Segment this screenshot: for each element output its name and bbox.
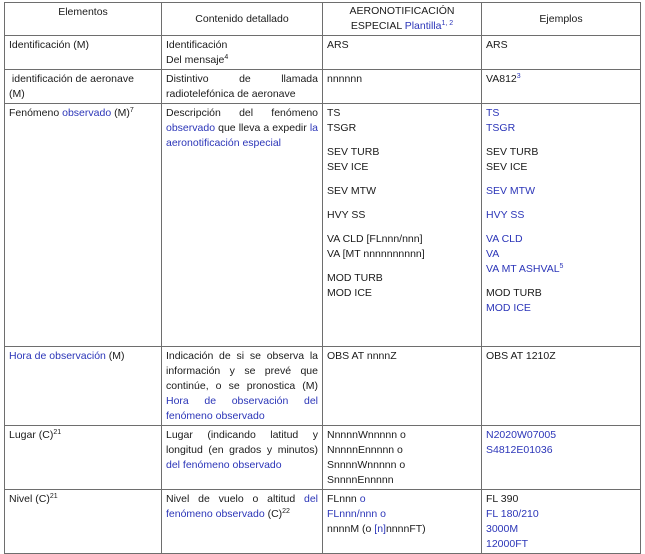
template-cell: [323, 104, 482, 347]
header-aeronotificacion: [323, 3, 482, 36]
template-value: ARS: [327, 39, 349, 51]
template-text: nnnnM (o: [327, 523, 375, 535]
example-text: VA MT ASHVAL: [486, 263, 560, 275]
template-value: SEV MTW: [327, 185, 376, 197]
example-value: MOD ICE: [486, 302, 531, 314]
content-cell: [162, 36, 323, 70]
table-row: [5, 36, 641, 70]
header-ejemplos-text: Ejemplos: [539, 12, 583, 25]
element-aeronave: identificación de aeronave: [9, 73, 134, 85]
template-value: SEV TURB: [327, 146, 380, 158]
element-cell: [5, 36, 162, 70]
example-value: HVY SS: [486, 209, 525, 221]
element-cell: [5, 490, 162, 554]
header-aeronotificacion-line2: [327, 19, 477, 34]
example-value: S4812E01036: [486, 444, 553, 456]
template-value: NnnnnEnnnnn o: [327, 444, 403, 456]
example-value: TSGR: [486, 122, 516, 134]
template-value: MOD ICE: [327, 287, 372, 299]
element-lugar: Lugar (C): [9, 429, 54, 441]
table-row: [5, 70, 641, 104]
example-value: OBS AT 1210Z: [486, 350, 556, 362]
template-value: [327, 492, 477, 507]
template-value: VA CLD [FLnnn/nnn]: [327, 233, 423, 245]
example-value: VA812: [486, 73, 517, 85]
template-value: TS: [327, 107, 341, 119]
template-value: MOD TURB: [327, 272, 383, 284]
example-value: SEV ICE: [486, 161, 528, 173]
content-text: Indicación de si se observa la información y se prevé que continúe, o se pronostica (M): [166, 350, 318, 392]
header-contenido: [162, 3, 323, 36]
element-cell: [5, 347, 162, 426]
element-nivel: Nivel (C): [9, 493, 50, 505]
example-value: ARS: [486, 39, 508, 51]
content-text: Nivel de vuelo o altitud: [166, 493, 304, 505]
example-cell: [482, 70, 641, 104]
content-text: Distintivo de llamada radiotelefónica de aeronave: [166, 73, 318, 100]
example-value: TS: [486, 107, 500, 119]
content-text: que lleva a expedir: [215, 122, 310, 134]
template-cell: [323, 70, 482, 104]
template-value: VA [MT nnnnnnnnnn]: [327, 248, 425, 260]
element-cell: [5, 70, 162, 104]
template-value: FLnnn/nnn o: [327, 508, 386, 520]
content-line: Identificación: [166, 39, 228, 51]
footnote-ref: 7: [129, 107, 134, 114]
content-cell: [162, 490, 323, 554]
template-cell: [323, 426, 482, 490]
example-value: SEV TURB: [486, 146, 539, 158]
element-hora-link: Hora de observación: [9, 350, 106, 362]
header-row: [5, 3, 641, 36]
header-contenido-text: Contenido detallado: [195, 12, 289, 25]
content-cell: [162, 70, 323, 104]
content-link: del fenómeno observado: [166, 459, 282, 471]
content-text: Descripción del fenómeno: [166, 107, 318, 119]
element-fenomeno: Fenómeno: [9, 107, 63, 119]
content-link: del fenómeno observado: [166, 493, 318, 520]
example-value: VA: [486, 248, 500, 260]
template-value: HVY SS: [327, 209, 366, 221]
table-row: [5, 426, 641, 490]
content-cell: [162, 426, 323, 490]
template-value: SnnnnWnnnnn o: [327, 459, 406, 471]
table-row: [5, 104, 641, 347]
example-value: 3000M: [486, 523, 519, 535]
element-identificacion: Identificación (M): [9, 39, 89, 51]
footnote-ref: 3: [516, 73, 521, 80]
content-link: la aeronotificación especial: [166, 122, 318, 149]
element-tag: (M): [105, 350, 125, 362]
footnote-ref: 4: [224, 54, 229, 61]
aeronotification-table: [4, 2, 641, 554]
content-link: Hora de observación del fenómeno observado: [166, 395, 318, 422]
template-value: TSGR: [327, 122, 357, 134]
example-value: SEV MTW: [486, 185, 535, 197]
template-value: SnnnnEnnnnn: [327, 474, 394, 486]
example-cell: [482, 104, 641, 347]
header-elementos: [5, 3, 162, 36]
element-cell: [5, 426, 162, 490]
example-value: MOD TURB: [486, 287, 542, 299]
example-value: VA CLD: [486, 233, 523, 245]
example-cell: [482, 36, 641, 70]
template-cell: [323, 36, 482, 70]
element-observado-link: observado: [62, 107, 112, 119]
example-value: 12000FT: [486, 538, 529, 550]
header-plantilla-footnote: 1, 2: [441, 20, 454, 27]
template-cell: [323, 347, 482, 426]
template-link: [n]: [374, 523, 386, 535]
footnote-ref: 22: [282, 508, 290, 515]
example-value: [486, 262, 636, 277]
template-value: OBS AT nnnnZ: [327, 350, 397, 362]
example-value: N2020W07005: [486, 429, 557, 441]
element-tag: (M): [111, 107, 130, 119]
template-link: o: [356, 493, 366, 505]
example-value: FL 180/210: [486, 508, 539, 520]
content-text: (C): [264, 508, 283, 520]
example-cell: [482, 426, 641, 490]
content-text: Del mensaje: [166, 54, 225, 66]
content-cell: [162, 347, 323, 426]
element-cell: [5, 104, 162, 347]
content-line: [166, 53, 318, 68]
footnote-ref: 5: [559, 263, 564, 270]
template-text: FLnnn: [327, 493, 357, 505]
template-value: nnnnnn: [327, 73, 363, 85]
header-plantilla-link: Plantilla: [404, 20, 442, 32]
document-page: [4, 2, 640, 554]
template-value: [327, 522, 477, 537]
header-aeronotificacion-line1: AERONOTIFICACIÓN: [349, 5, 455, 17]
table-row: [5, 347, 641, 426]
table-row: [5, 490, 641, 554]
template-value: SEV ICE: [327, 161, 369, 173]
header-especial-text: ESPECIAL: [350, 20, 405, 32]
example-cell: [482, 347, 641, 426]
content-link: observado: [166, 122, 216, 134]
footnote-ref: 21: [49, 493, 58, 500]
header-ejemplos: [482, 3, 641, 36]
template-cell: [323, 490, 482, 554]
footnote-ref: 21: [53, 429, 62, 436]
content-cell: [162, 104, 323, 347]
example-cell: [482, 490, 641, 554]
template-text: nnnnFT): [385, 523, 426, 535]
element-aeronave-tag: (M): [9, 88, 25, 100]
header-elementos-text: Elementos: [58, 6, 108, 18]
content-text: Lugar (indicando latitud y longitud (en grados y minutos): [166, 429, 318, 456]
template-value: NnnnnWnnnnn o: [327, 429, 406, 441]
example-value: FL 390: [486, 493, 519, 505]
